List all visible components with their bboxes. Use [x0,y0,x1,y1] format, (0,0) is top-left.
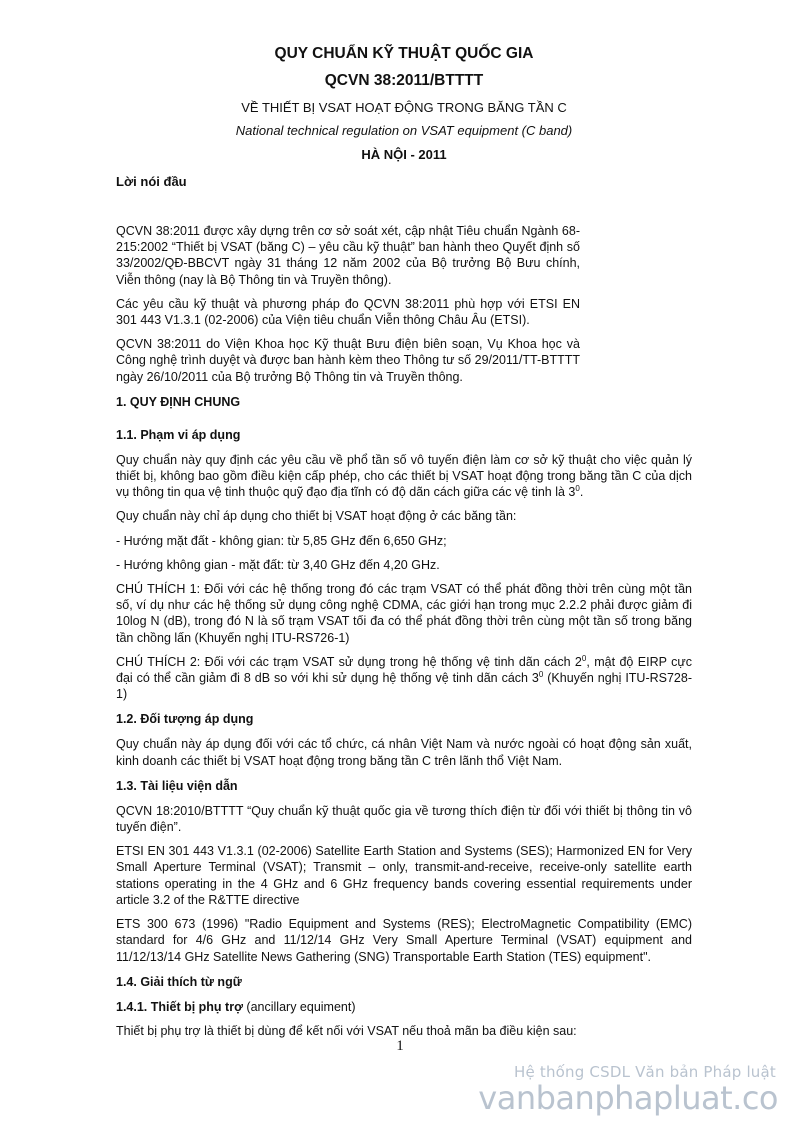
foreword-paragraph-3: QCVN 38:2011 do Viện Khoa học Kỹ thuật Bưu điện biên soạn, Vụ Khoa học và Công nghệ trình duyệt và được ban hành kèm theo Thông tư số 29/2011/TT-BTTTT ngày 26/10/2011 của Bộ trưởng Bộ Thông tin và Truyền thông. [116,337,580,384]
section-1-heading: 1. QUY ĐỊNH CHUNG [116,394,241,409]
document-page [116,44,692,1039]
section-1-4-heading: 1.4. Giải thích từ ngữ [116,974,242,989]
band-item-downlink: - Hướng không gian - mặt đất: từ 3,40 GHz đến 4,20 GHz. [116,557,440,572]
foreword-paragraph-1: QCVN 38:2011 được xây dựng trên cơ sở soát xét, cập nhật Tiêu chuẩn Ngành 68-215:2002 “Thiết bị VSAT (băng C) – yêu cầu kỹ thuật” ban hành theo Quyết định số 33/2002/QĐ-BBCVT ngày 31 tháng 12 năm 2002 của Bộ trưởng Bộ Bưu chính, Viễn thông (nay là Bộ Thông tin và Truyền thông). [116,224,580,287]
document-subtitle: VỀ THIẾT BỊ VSAT HOẠT ĐỘNG TRONG BĂNG TẦN C [241,100,567,115]
term-1-4-1: 1.4.1. Thiết bị phụ trợ (ancillary equiment) [116,999,356,1014]
reference-ets-300-673: ETS 300 673 (1996) "Radio Equipment and Systems (RES); ElectroMagnetic Compatibility (EMC) standard for 4/6 GHz and 11/12/14 GHz Very Small Aperture Terminal (VSAT) equipment and 11/12/13/14 GHz Satellite News Gathering (SNG) Transportable Earth Station (TES) equipment". [116,917,692,964]
scope-paragraph: Quy chuẩn này quy định các yêu cầu về phổ tần số vô tuyến điện làm cơ sở kỹ thuật cho việc quản lý thiết bị, không bao gồm điều kiện cấp phép, cho các thiết bị VSAT hoạt động trong băng tần C của dịch vụ thông tin qua vệ tinh thuộc quỹ đạo địa tĩnh có độ dãn cách giữa các vệ tinh là $3^0$. [116,452,692,500]
english-title: National technical regulation on VSAT equipment (C band) [235,123,573,138]
regulation-code: QCVN 38:2011/BTTTT [324,72,484,89]
watermark-line-2: vanbanphapluat.co [478,1079,778,1117]
section-1-2-heading: 1.2. Đối tượng áp dụng [116,712,254,727]
reference-etsi-en-301-443: ETSI EN 301 443 V1.3.1 (02-2006) Satellite Earth Station and Systems (SES); Harmonized EN for Very Small Aperture Terminal (VSAT); Transmit – only, transmit-and-receive, receive-only satellite earth stations operating in the 4 GHz and 6 GHz frequency bands covering essential requirements under article 3.2 of the R&TTE directive [116,844,692,907]
applicability-paragraph: Quy chuẩn này áp dụng đối với các tổ chức, cá nhân Việt Nam và nước ngoài có hoạt động sản xuất, kinh doanh các thiết bị VSAT hoạt động trong băng tần C trên lãnh thổ Việt Nam. [116,737,692,768]
band-item-uplink: - Hướng mặt đất - không gian: từ 5,85 GHz đến 6,650 GHz; [116,533,447,548]
foreword-heading: Lời nói đầu [116,174,187,189]
note-1: CHÚ THÍCH 1: Đối với các hệ thống trong đó các trạm VSAT có thể phát đồng thời trên cùng một tần số, ví dụ như các hệ thống sử dụng công nghệ CDMA, các giới hạn trong mục 2.2.2 phải được giảm đi 10log N (dB), trong đó N là số trạm VSAT tối đa có thể phát đồng thời trên cùng một tần số trong băng tần chồng lấn (Khuyến nghị ITU-RS726-1) [116,582,692,645]
bands-intro: Quy chuẩn này chỉ áp dụng cho thiết bị VSAT hoạt động ở các băng tần: [116,509,517,524]
page-number: 1 [396,1038,404,1054]
watermark-line-1: Hệ thống CSDL Văn bản Pháp luật [513,1063,776,1081]
place-year: HÀ NỘI - 2011 [361,147,447,162]
note-2: CHÚ THÍCH 2: Đối với các trạm VSAT sử dụng trong hệ thống vệ tinh dãn cách $2^0$, mật độ EIRP cực đại có thể cần giảm đi 8 dB so với khi sử dụng hệ thống vệ tinh dãn cách $3^0$ (Khuyến nghị ITU-RS728-1) [116,653,692,702]
reference-qcvn18: QCVN 18:2010/BTTTT “Quy chuẩn kỹ thuật quốc gia về tương thích điện từ đối với thiết bị thông tin vô tuyến điện”. [116,803,692,835]
foreword-paragraph-2: Các yêu cầu kỹ thuật và phương pháp đo QCVN 38:2011 phù hợp với ETSI EN 301 443 V1.3.1 (02-2006) của Viện tiêu chuẩn Viễn thông Châu Âu (ETSI). [116,296,580,328]
section-1-1-heading: 1.1. Phạm vi áp dụng [116,427,241,442]
ancillary-definition: Thiết bị phụ trợ là thiết bị dùng để kết nối với VSAT nếu thoả mãn ba điều kiện sau: [116,1023,577,1038]
document-title: QUY CHUẨN KỸ THUẬT QUỐC GIA [274,45,534,62]
section-1-3-heading: 1.3. Tài liệu viện dẫn [116,778,238,793]
